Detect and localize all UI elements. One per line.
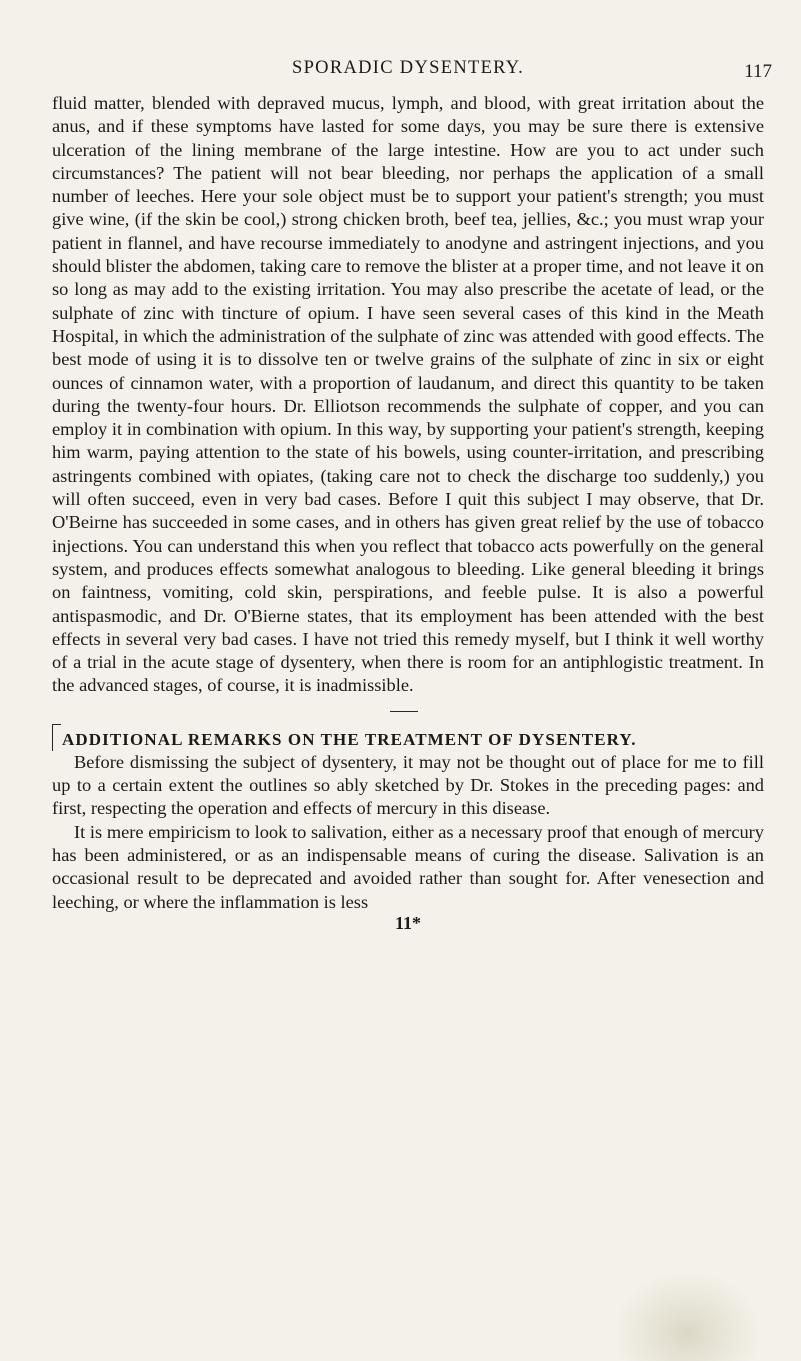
book-page (52, 58, 772, 933)
opening-bracket (52, 724, 61, 751)
section-heading-text: ADDITIONAL REMARKS ON THE TREATMENT OF DYSENTERY. (62, 729, 637, 749)
page-number: 117 (744, 61, 772, 82)
signature-mark: 11* (394, 912, 421, 933)
paper-stain (612, 1270, 762, 1361)
body-paragraph: fluid matter, blended with depraved mucus, lymph, and blood, with great irritation about the anus, and if these symptoms have lasted for some days, you may be sure there is extensive ulceration of the lining membrane of the large intestine. How are you to act under such circumstances? The patient will not bear bleeding, nor perhaps the application of a small number of leeches. Here your sole object must be to support your patient's strength; you must give wine, (if the skin be cool,) strong chicken broth, beef tea, jellies, &c.; you must wrap your patient in flannel, and have recourse immediately to anodyne and astringent injections, and you should blister the abdomen, taking care to remove the blister at a proper time, and not leave it on so long as may add to the existing irritation. You may also prescribe the acetate of lead, or the sulphate of zinc with tincture of opium. I have seen several cases of this kind in the Meath Hospital, in which the administration of the sulphate of zinc was attended with good effects. The best mode of using it is to dissolve ten or twelve grains of the sulphate of zinc in six or eight ounces of cinnamon water, with a proportion of laudanum, and direct this quantity to be taken during the twenty-four hours. Dr. Elliotson recommends the sulphate of copper, and you can employ it in combination with opium. In this way, by supporting your patient's strength, keeping him warm, paying attention to the state of his bowels, using counter-irritation, and prescribing astringents combined with opiates, (taking care not to check the discharge too suddenly,) you will often succeed, even in very bad cases. Before I quit this subject I may observe, that Dr. O'Beirne has succeeded in some cases, and in others has given great relief by the use of tobacco injections. You can understand this when you reflect that tobacco acts powerfully on the general system, and produces effects somewhat analogous to bleeding. Like general bleeding it brings on faintness, vomiting, cold skin, perspirations, and feeble pulse. It is also a powerful antispasmodic, and Dr. O'Bierne states, that its employment has been attended with the best effects in several very bad cases. I have not tried this remedy myself, but I think it well worthy of a trial in the acute stage of dysentery, when there is room for an antiphlogistic treatment. In the advanced stages, of course, it is inadmissible. (52, 93, 764, 696)
section-divider (390, 711, 418, 712)
section-heading (52, 728, 764, 751)
running-head: SPORADIC DYSENTERY. (291, 58, 524, 78)
section-paragraph-1: Before dismissing the subject of dysentery, it may not be thought out of place for me to fill up to a certain extent the outlines so ably sketched by Dr. Stokes in the preceding pages: and first, respecting the operation and effects of mercury in this disease. (52, 751, 764, 819)
section-paragraph-2: It is mere empiricism to look to salivation, either as a necessary proof that enough of mercury has been administered, or as an indispensable means of curing the disease. Salivation is an occasional result to be deprecated and avoided rather than sought for. After venesection and leeching, or where the inflammation is less (52, 821, 764, 912)
page-header (52, 58, 772, 92)
section-divider-wrap (52, 698, 764, 728)
